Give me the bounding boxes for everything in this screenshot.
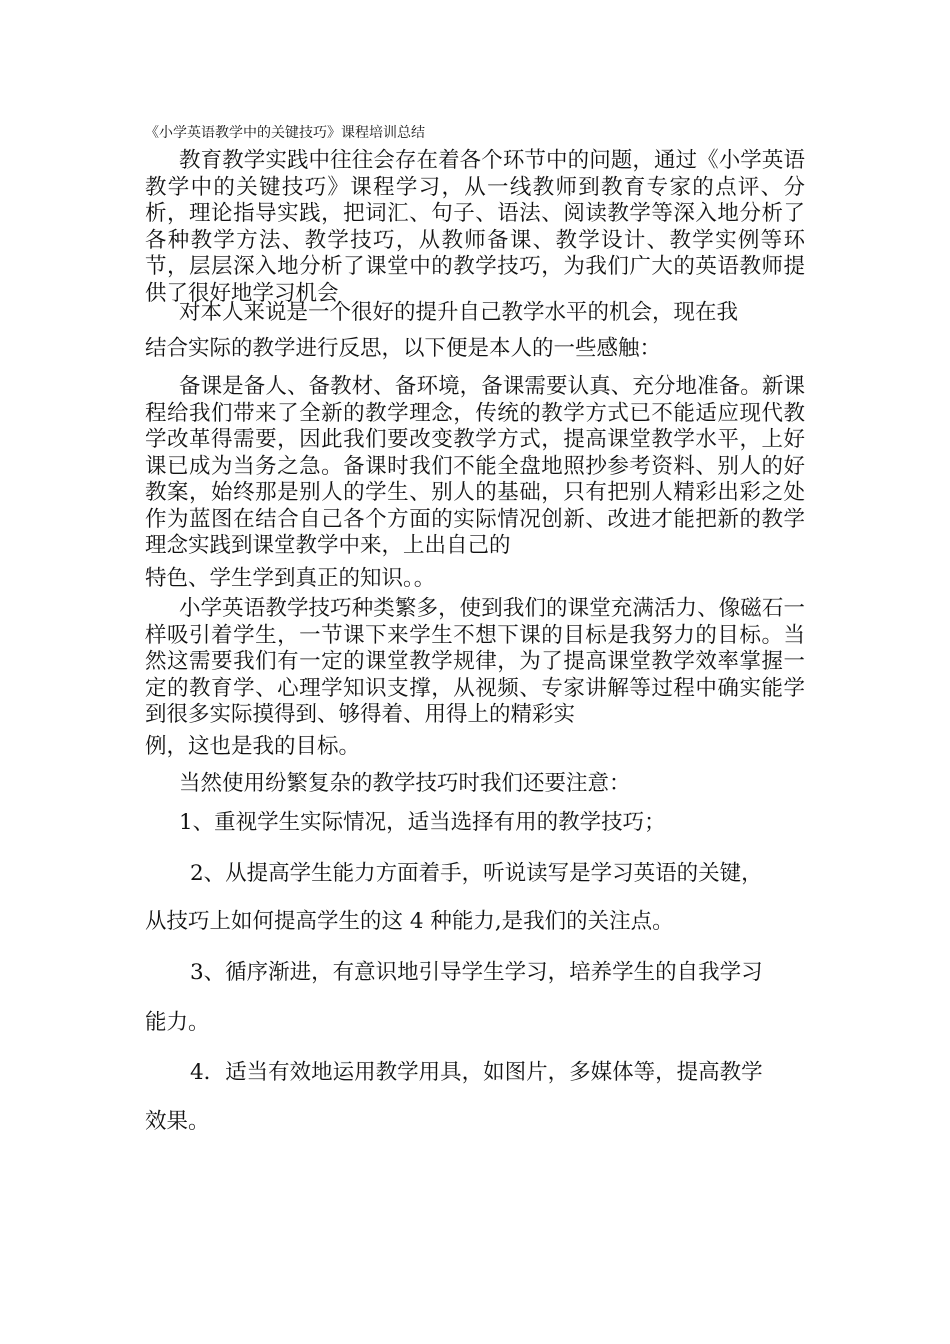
list-item-2-line1: 2、从提高学生能力方面着手，听说读写是学习英语的关键， xyxy=(190,861,763,886)
paragraph-teaching-skills: 小学英语教学技巧种类繁多，使到我们的课堂充满活力、像磁石一样吸引着学生，一节课下来学生不想下课的目标是我努力的目标。当然这需要我们有一定的课堂教学规律，为了提高课堂教学效率掌握一定的教育学、心理学知识支撑，从视频、专家讲解等过程中确实能学到很多实际摸得到、够得着、用得上的精彩实 xyxy=(145,596,805,727)
list-item-4-line2: 效果。 xyxy=(145,1109,210,1134)
paragraph-lesson-prep: 备课是备人、备教材、备环境，备课需要认真、充分地准备。新课程给我们带来了全新的教学理念，传统的教学方式已不能适应现代教学改革得需要，因此我们要改变教学方式，提高课堂教学水平，上好课已成为当务之急。备课时我们不能全盘地照抄参考资料、别人的好教案，始终那是别人的学生、别人的基础，只有把别人精彩出彩之处作为蓝图在结合自己各个方面的实际情况创新、改进才能把新的教学理念实践到课堂教学中来，上出自己的 xyxy=(145,374,805,558)
list-item-2-line2: 从技巧上如何提高学生的这 4 种能力,是我们的关注点。 xyxy=(145,909,674,934)
paragraph-intro: 教育教学实践中往往会存在着各个环节中的问题，通过《小学英语教学中的关键技巧》课程学习，从一线教师到教育专家的点评、分析，理论指导实践，把词汇、句子、语法、阅读教学等深入地分析了各种教学方法、教学技巧，从教师备课、教学设计、教学实例等环节，层层深入地分析了课堂中的教学技巧，为我们广大的英语教师提供了很好地学习机会 xyxy=(145,148,805,306)
list-item-1: 1、重视学生实际情况，适当选择有用的教学技巧； xyxy=(179,810,666,835)
paragraph-teaching-skills-last-line: 例，这也是我的目标。 xyxy=(145,734,361,759)
paragraph-attention: 当然使用纷繁复杂的教学技巧时我们还要注意： xyxy=(179,771,631,796)
document-title: 《小学英语教学中的关键技巧》课程培训总结 xyxy=(145,125,425,141)
paragraph-lesson-prep-last-line: 特色、学生学到真正的知识。。 xyxy=(145,566,436,591)
list-item-4-line1: 4．适当有效地运用教学用具，如图片，多媒体等，提高教学 xyxy=(190,1060,763,1085)
paragraph-reflection-line2: 结合实际的教学进行反思，以下便是本人的一些感触： xyxy=(145,336,662,361)
paragraph-reflection-line1: 对本人来说是一个很好的提升自己教学水平的机会，现在我 xyxy=(179,300,739,325)
list-item-3-line2: 能力。 xyxy=(145,1010,210,1035)
list-item-3-line1: 3、循序渐进，有意识地引导学生学习，培养学生的自我学习 xyxy=(190,960,763,985)
